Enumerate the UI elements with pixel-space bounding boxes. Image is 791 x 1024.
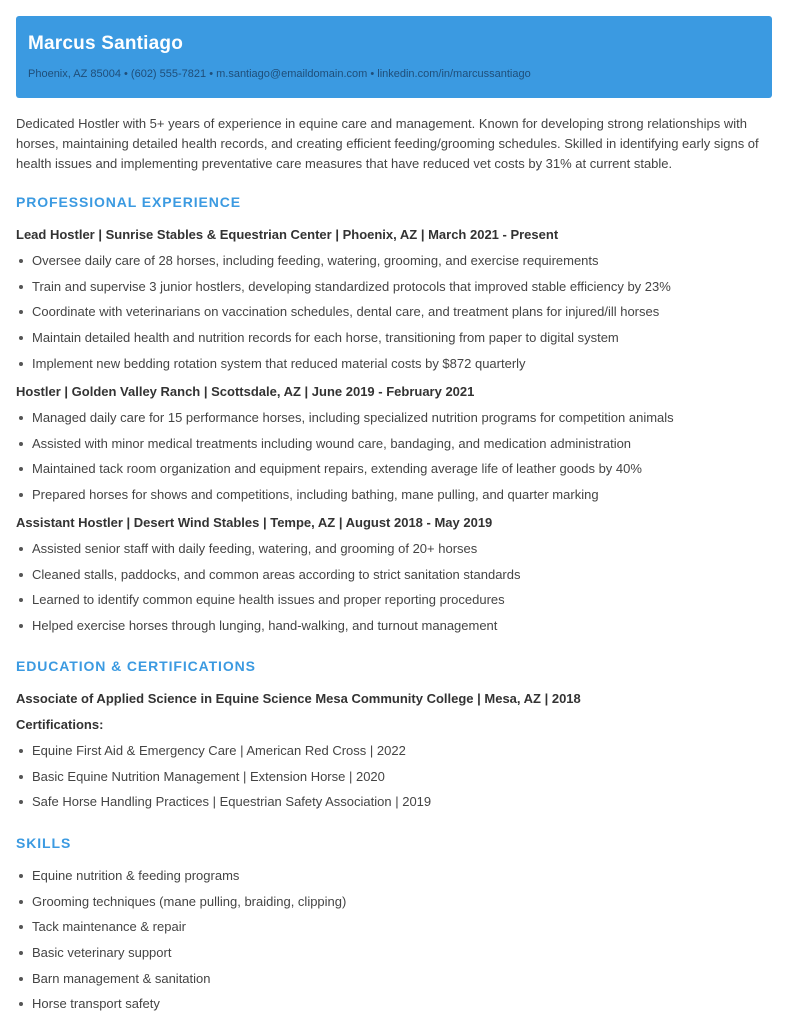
list-item (16, 893, 346, 919)
bullet-text: Safe Horse Handling Practices | Equestrian Safety Association | 2019 (32, 794, 432, 810)
job-bullets (16, 540, 520, 643)
bullet-dot (19, 310, 23, 314)
bullet-text: Helped exercise horses through lunging, hand-walking, and turnout management (32, 618, 498, 634)
bullet-dot (19, 951, 23, 955)
bullet-text: Assisted with minor medical treatments including wound care, bandaging, and medication administration (32, 435, 632, 451)
bullet-text: Implement new bedding rotation system that reduced material costs by $872 quarterly (32, 355, 526, 371)
bullet-text: Tack maintenance & repair (32, 919, 186, 935)
section-title-experience: PROFESSIONAL EXPERIENCE (16, 194, 242, 210)
bullet-dot (19, 900, 23, 904)
bullet-text: Maintain detailed health and nutrition records for each horse, transitioning from paper to digital system (32, 330, 619, 346)
list-item (16, 278, 671, 304)
bullet-text: Coordinate with veterinarians on vaccination schedules, dental care, and treatment plans for injured/ill horses (32, 304, 660, 320)
bullet-dot (19, 362, 23, 366)
bullet-text: Cleaned stalls, paddocks, and common areas according to strict sanitation standards (32, 566, 521, 582)
contact-info: Phoenix, AZ 85004 • (602) 555-7821 • m.santiago@emaildomain.com • linkedin.com/in/marcussantiago (28, 68, 531, 80)
bullet-dot (19, 925, 23, 929)
list-item (16, 867, 346, 893)
bullet-text: Learned to identify common equine health issues and proper reporting procedures (32, 592, 505, 608)
certifications-label: Certifications: (16, 717, 104, 732)
list-item (16, 540, 520, 566)
header-banner (16, 16, 772, 98)
list-item (16, 591, 520, 617)
list-item (16, 995, 346, 1021)
bullet-dot (19, 259, 23, 263)
bullet-dot (19, 442, 23, 446)
list-item (16, 303, 671, 329)
bullet-dot (19, 598, 23, 602)
bullet-dot (19, 493, 23, 497)
bullet-text: Maintained tack room organization and equipment repairs, extending average life of leather goods by 40% (32, 461, 642, 477)
bullet-text: Oversee daily care of 28 horses, including feeding, watering, grooming, and exercise requirements (32, 253, 599, 268)
section-title-education: EDUCATION & CERTIFICATIONS (16, 658, 256, 674)
list-item (16, 918, 346, 944)
list-item (16, 793, 431, 819)
bullet-dot (19, 874, 23, 878)
job-heading: Assistant Hostler | Desert Wind Stables | Tempe, AZ | August 2018 - May 2019 (16, 515, 493, 530)
skills-list (16, 867, 346, 1021)
bullet-text: Grooming techniques (mane pulling, braiding, clipping) (32, 893, 347, 909)
list-item (16, 355, 671, 381)
list-item (16, 460, 674, 486)
list-item (16, 617, 520, 643)
bullet-text: Basic Equine Nutrition Management | Extension Horse | 2020 (32, 768, 385, 784)
list-item (16, 409, 674, 435)
bullet-text: Train and supervise 3 junior hostlers, developing standardized protocols that improved stable efficiency by 23% (32, 278, 671, 294)
bullet-dot (19, 800, 23, 804)
bullet-dot (19, 749, 23, 753)
list-item (16, 944, 346, 970)
bullet-dot (19, 775, 23, 779)
job-bullets (16, 409, 674, 512)
list-item (16, 252, 671, 278)
bullet-dot (19, 977, 23, 981)
bullet-text: Horse transport safety (32, 996, 160, 1012)
list-item (16, 329, 671, 355)
bullet-dot (19, 467, 23, 471)
bullet-text: Prepared horses for shows and competitions, including bathing, mane pulling, and quarter marking (32, 487, 599, 503)
bullet-text: Assisted senior staff with daily feeding, watering, and grooming of 20+ horses (32, 541, 478, 556)
bullet-text: Equine nutrition & feeding programs (32, 868, 240, 883)
bullet-dot (19, 285, 23, 289)
section-title-skills: SKILLS (16, 835, 72, 851)
bullet-dot (19, 416, 23, 420)
candidate-name: Marcus Santiago (28, 33, 184, 54)
list-item (16, 970, 346, 996)
bullet-dot (19, 624, 23, 628)
list-item (16, 486, 674, 512)
certification-list (16, 742, 431, 819)
list-item (16, 768, 431, 794)
bullet-text: Managed daily care for 15 performance horses, including specialized nutrition programs for competition animals (32, 410, 674, 425)
bullet-dot (19, 336, 23, 340)
bullet-dot (19, 547, 23, 551)
bullet-dot (19, 1002, 23, 1006)
job-heading: Lead Hostler | Sunrise Stables & Equestrian Center | Phoenix, AZ | March 2021 - Present (16, 227, 559, 242)
bullet-text: Barn management & sanitation (32, 970, 211, 986)
bullet-text: Basic veterinary support (32, 945, 172, 961)
job-bullets (16, 252, 671, 380)
bullet-dot (19, 573, 23, 577)
bullet-text: Equine First Aid & Emergency Care | American Red Cross | 2022 (32, 743, 406, 758)
degree-line: Associate of Applied Science in Equine Science Mesa Community College | Mesa, AZ | 2018 (16, 691, 581, 706)
list-item (16, 742, 431, 768)
list-item (16, 435, 674, 461)
list-item (16, 566, 520, 592)
job-heading: Hostler | Golden Valley Ranch | Scottsdale, AZ | June 2019 - February 2021 (16, 384, 475, 399)
professional-summary: Dedicated Hostler with 5+ years of experience in equine care and management. Known for developing strong relationships with horses, maintaining detailed health records, and creating efficient feeding/grooming schedules. Skilled in identifying early signs of health issues and implementing preventative care measures that have reduced vet costs by 31% at current stable. (16, 116, 759, 171)
